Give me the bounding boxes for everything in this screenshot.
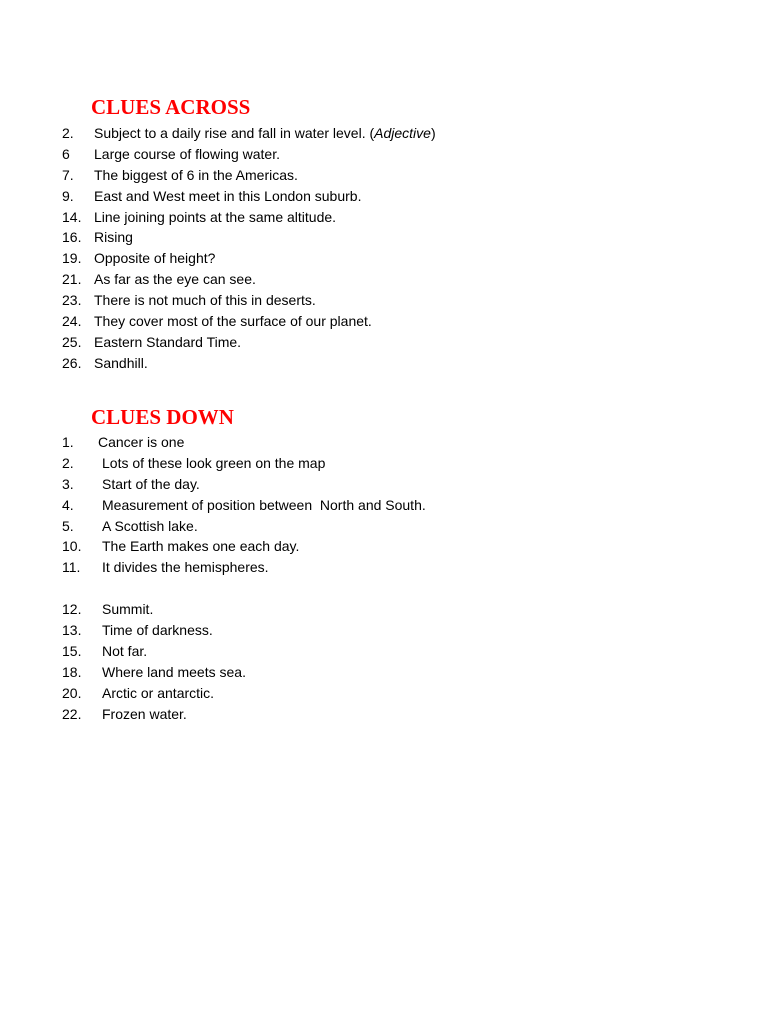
clue-number: 20. xyxy=(62,684,82,701)
clues-down-heading: CLUES DOWN xyxy=(91,405,234,429)
clue-italic: Adjective xyxy=(374,125,431,141)
clue-number: 5. xyxy=(62,517,74,534)
clue-number: 25. xyxy=(62,333,82,350)
clue-number: 4. xyxy=(62,496,74,513)
clue-text: As far as the eye can see. xyxy=(94,271,256,288)
clue-text: Measurement of position between North and South. xyxy=(102,496,426,513)
clue-number: 3. xyxy=(62,475,74,492)
clue-number: 19. xyxy=(62,250,82,267)
clue-number: 22. xyxy=(62,705,82,722)
clue-number: 1. xyxy=(62,434,74,450)
clue-number: 2. xyxy=(62,454,74,471)
clue-text: Rising xyxy=(94,229,133,246)
clue-number: 11. xyxy=(62,559,81,576)
clue-number: 6 xyxy=(62,145,70,162)
clue-number: 14. xyxy=(62,208,82,225)
clue-number: 7. xyxy=(62,166,74,183)
clue-text: It divides the hemispheres. xyxy=(102,559,269,576)
clue-text: Not far. xyxy=(102,642,148,659)
clue-text: East and West meet in this London suburb. xyxy=(94,187,362,204)
clue-number: 21. xyxy=(62,271,82,288)
clue-number: 18. xyxy=(62,663,82,680)
clue-text: Frozen water. xyxy=(102,705,187,722)
clue-number: 23. xyxy=(62,292,82,309)
clue-text: They cover most of the surface of our planet. xyxy=(94,313,372,330)
clue-text: There is not much of this in deserts. xyxy=(94,292,316,309)
clue-number: 10. xyxy=(62,538,82,555)
clue-number: 2. xyxy=(62,125,74,141)
clue-text: Time of darkness. xyxy=(102,622,213,639)
clues-across-heading: CLUES ACROSS xyxy=(91,95,251,119)
clue-number: 15. xyxy=(62,642,82,659)
clue-number: 9. xyxy=(62,187,74,204)
clue-text: Large course of flowing water. xyxy=(94,145,280,162)
clue-number: 26. xyxy=(62,354,82,371)
clue-text: Summit. xyxy=(102,601,154,618)
clue-text: Line joining points at the same altitude. xyxy=(94,208,337,225)
clue-text: The biggest of 6 in the Americas. xyxy=(94,166,298,183)
clue-text: Where land meets sea. xyxy=(102,663,246,680)
clue-text: Start of the day. xyxy=(102,475,200,492)
clue-number: 13. xyxy=(62,622,82,639)
clue-text: A Scottish lake. xyxy=(102,517,198,534)
clue-text: Arctic or antarctic. xyxy=(102,684,215,701)
clue-text: Lots of these look green on the map xyxy=(102,454,326,471)
clue-text: Sandhill. xyxy=(94,354,148,371)
clue-text: Cancer is one xyxy=(98,434,185,450)
clue-text: Subject to a daily rise and fall in water level. (Adjective) xyxy=(94,125,436,141)
clue-number: 16. xyxy=(62,229,82,246)
clue-number: 12. xyxy=(62,601,82,618)
clue-text: Opposite of height? xyxy=(94,250,216,267)
clue-number: 24. xyxy=(62,313,82,330)
clue-text: Eastern Standard Time. xyxy=(94,333,242,350)
clue-text: The Earth makes one each day. xyxy=(102,538,300,555)
